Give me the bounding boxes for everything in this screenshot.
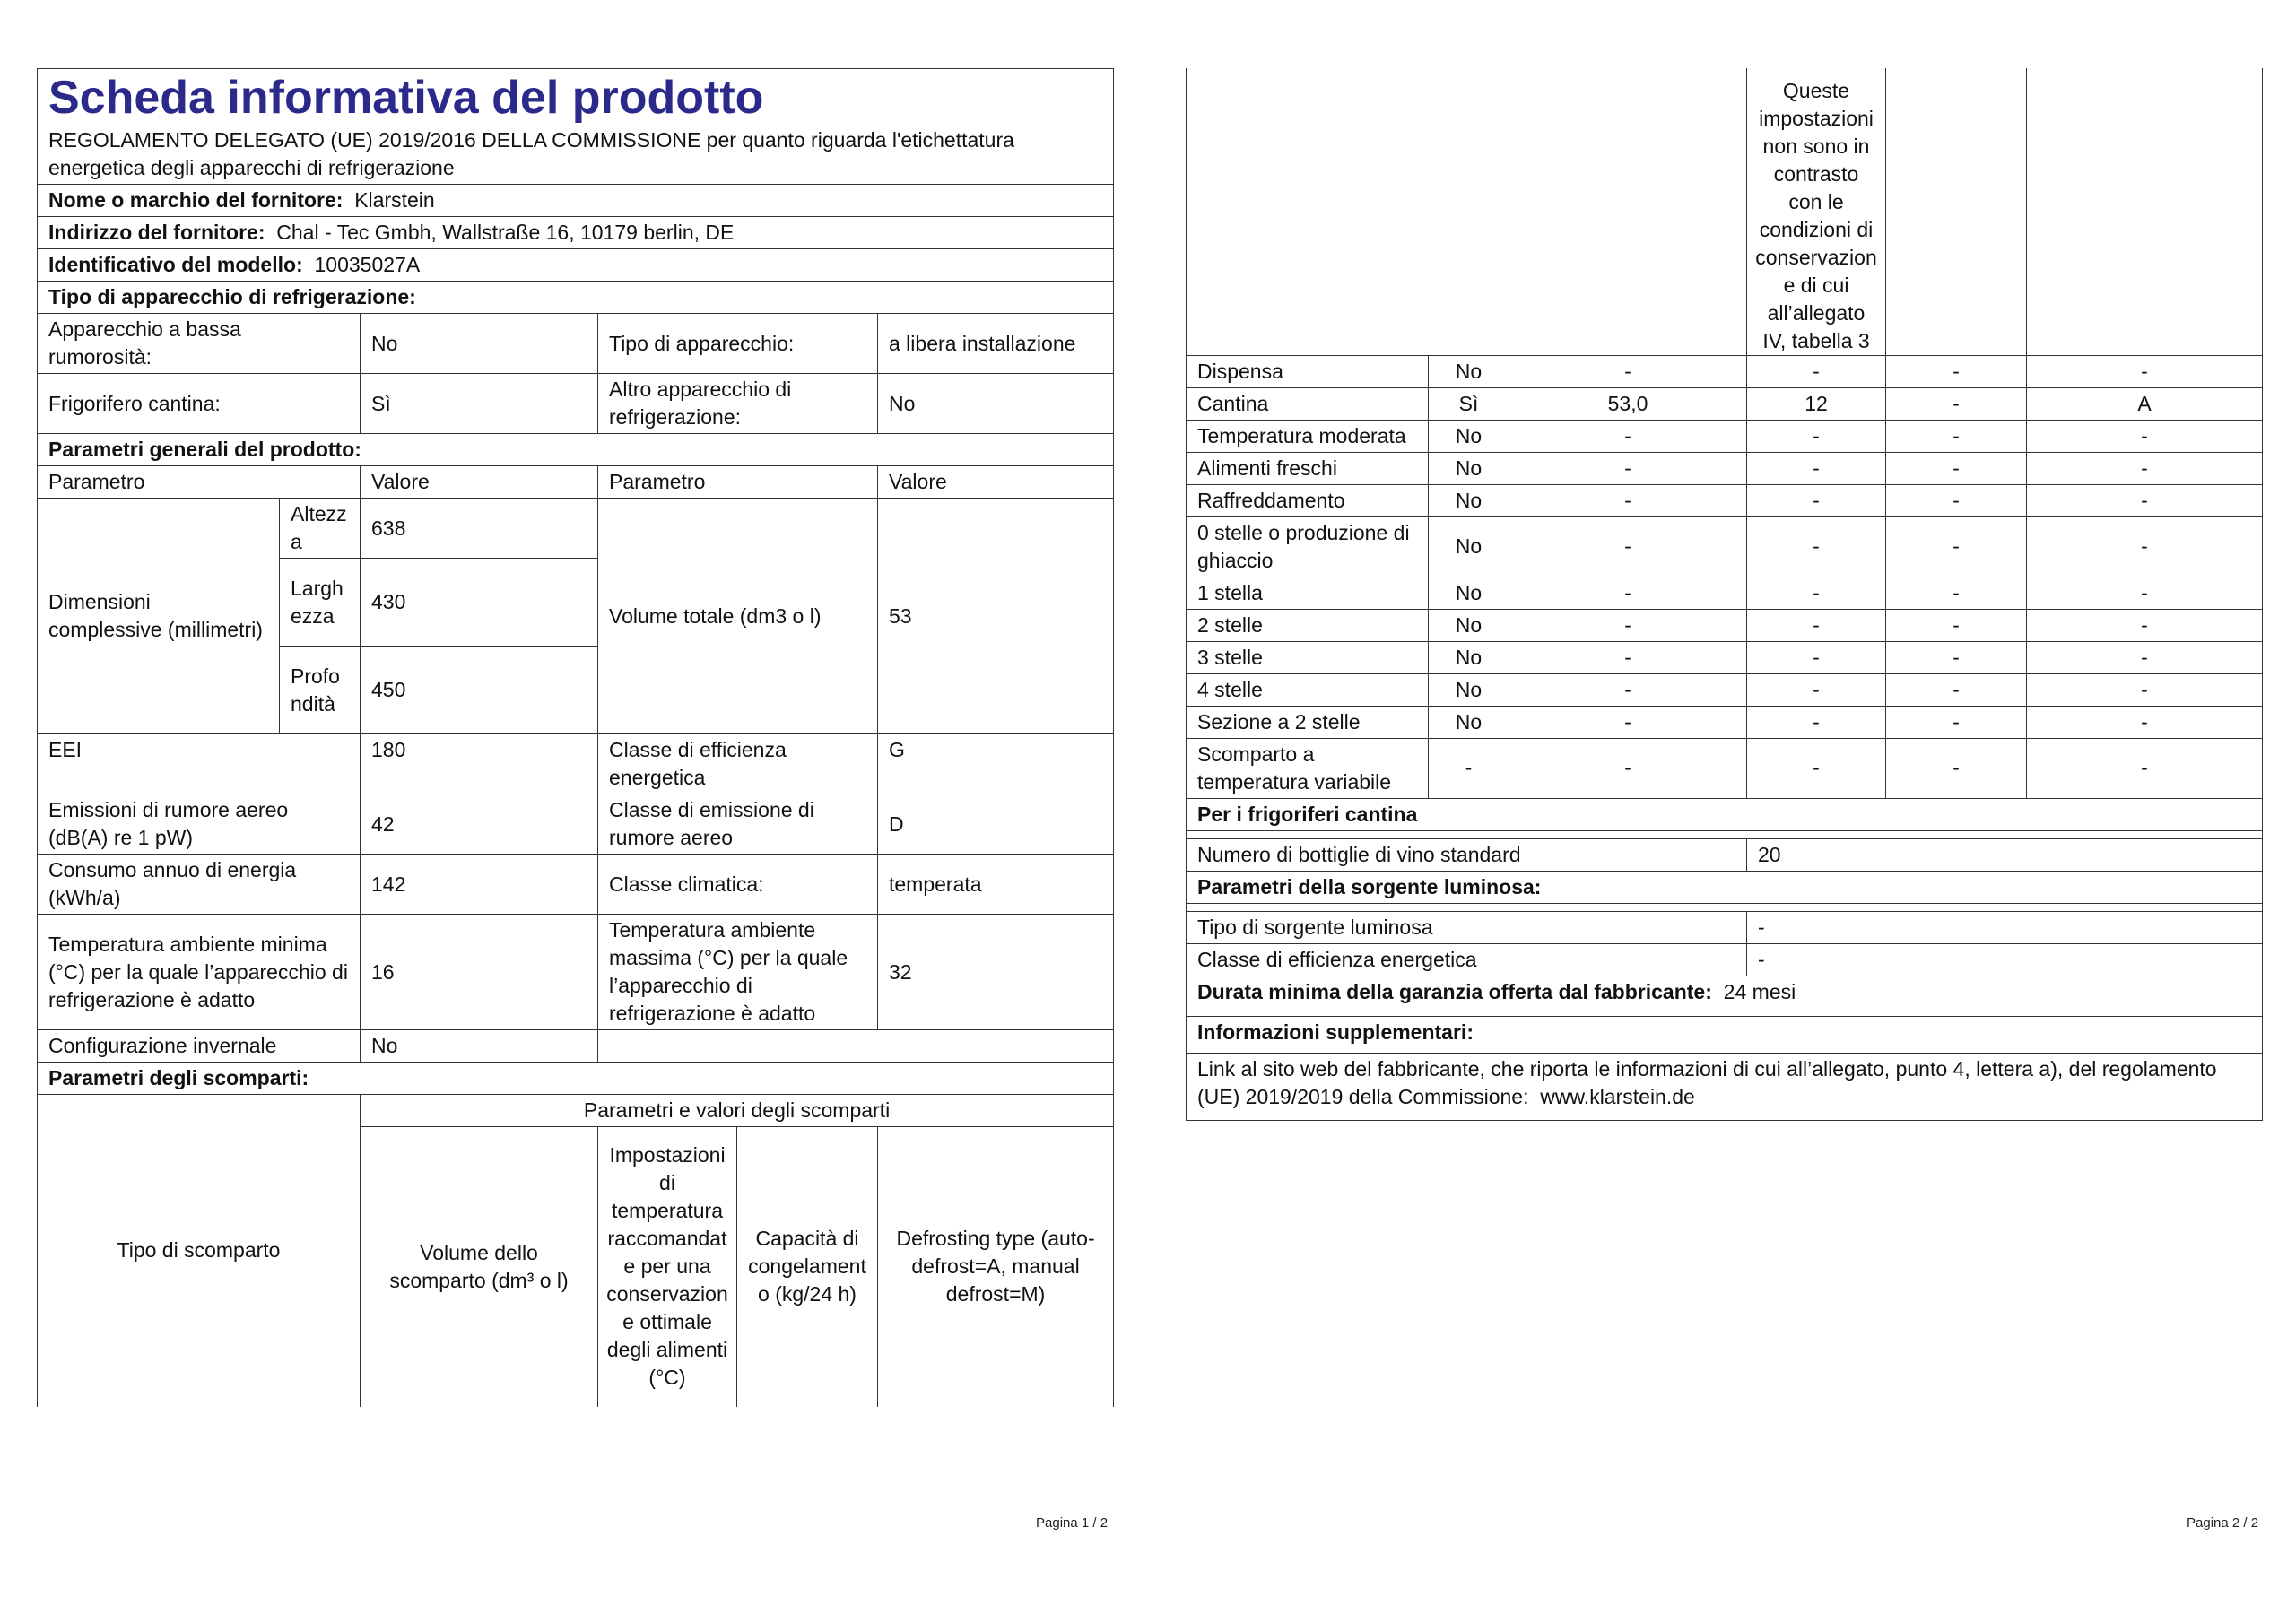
light-header: Parametri della sorgente luminosa:: [1187, 871, 2263, 903]
compartment-defrost: -: [2027, 355, 2263, 387]
settings-note: Queste impostazioni non sono in contrasto con le condizioni di conservazione di cui all’allegato IV, tabella 3: [1747, 68, 1886, 355]
compartment-temp: -: [1747, 452, 1886, 484]
annual-energy-value: 142: [361, 855, 598, 915]
noise-label: Emissioni di rumore aereo (dB(A) re 1 pW): [38, 794, 361, 855]
compartment-name: Temperatura moderata: [1187, 420, 1429, 452]
compartment-defrost: -: [2027, 641, 2263, 673]
climate-class-label: Classe climatica:: [598, 855, 878, 915]
col-value-header: Valore: [361, 466, 598, 499]
compartment-name: 1 stella: [1187, 577, 1429, 609]
compartment-name: Sezione a 2 stelle: [1187, 706, 1429, 738]
other-appliance-value: No: [878, 374, 1114, 434]
total-volume-label: Volume totale (dm3 o l): [598, 499, 878, 734]
depth-value: 450: [361, 647, 598, 734]
compartment-freezing: -: [1886, 516, 2027, 577]
col-param-header-2: Parametro: [598, 466, 878, 499]
compartment-present: No: [1429, 516, 1509, 577]
compartment-defrost: -: [2027, 452, 2263, 484]
compartment-present: No: [1429, 484, 1509, 516]
compartment-row: [1187, 452, 2263, 484]
compartment-volume: -: [1509, 609, 1747, 641]
compartment-row: [1187, 387, 2263, 420]
light-type-value: -: [1747, 911, 2263, 943]
guarantee-value: 24 mesi: [1723, 979, 1796, 1003]
compartment-defrost: -: [2027, 673, 2263, 706]
compartment-present: Sì: [1429, 387, 1509, 420]
compartment-name: 4 stelle: [1187, 673, 1429, 706]
height-label: Altezza: [280, 499, 361, 559]
compartment-defrost: -: [2027, 484, 2263, 516]
extra-header: Informazioni supplementari:: [1187, 1016, 2263, 1053]
compartment-params-header: Parametri degli scomparti:: [38, 1063, 1114, 1095]
compartment-defrost: A: [2027, 387, 2263, 420]
compartment-volume-header: Volume dello scomparto (dm³ o l): [361, 1127, 598, 1407]
compartment-row: [1187, 577, 2263, 609]
compartment-freezing: -: [1886, 706, 2027, 738]
compartment-freezing: -: [1886, 452, 2027, 484]
compartment-present: No: [1429, 420, 1509, 452]
compartment-row: [1187, 420, 2263, 452]
compartments-table: [1186, 68, 2263, 1121]
noise-class-label: Classe di emissione di rumore aereo: [598, 794, 878, 855]
compartment-present: No: [1429, 673, 1509, 706]
compartment-volume: -: [1509, 738, 1747, 798]
model-id: 10035027A: [314, 253, 421, 276]
page-2: [1186, 68, 2262, 1121]
compartment-type-header: Tipo di scomparto: [38, 1095, 361, 1407]
compartment-temp: -: [1747, 516, 1886, 577]
compartment-name: Dispensa: [1187, 355, 1429, 387]
compartment-row: [1187, 641, 2263, 673]
page-number-1: Pagina 1 / 2: [1036, 1515, 1109, 1531]
light-class-label: Classe di efficienza energetica: [1187, 943, 1747, 976]
compartment-name: Cantina: [1187, 387, 1429, 420]
compartment-temp: -: [1747, 706, 1886, 738]
manufacturer-website-link[interactable]: www.klarstein.de: [1540, 1084, 1695, 1108]
compartment-temp: -: [1747, 577, 1886, 609]
compartment-row: [1187, 673, 2263, 706]
col-value-header-2: Valore: [878, 466, 1114, 499]
compartment-values-header: Parametri e valori degli scomparti: [361, 1095, 1114, 1127]
design-type-label: Tipo di apparecchio:: [598, 314, 878, 374]
winter-config-label: Configurazione invernale: [38, 1030, 361, 1063]
compartment-freezing: -: [1886, 673, 2027, 706]
compartment-freezing: -: [1886, 738, 2027, 798]
supplier-name: Klarstein: [354, 188, 435, 212]
wine-cooler-label: Frigorifero cantina:: [38, 374, 361, 434]
height-value: 638: [361, 499, 598, 559]
noise-class-value: D: [878, 794, 1114, 855]
compartment-temp: -: [1747, 738, 1886, 798]
light-class-value: -: [1747, 943, 2263, 976]
wine-header: Per i frigoriferi cantina: [1187, 798, 2263, 830]
other-appliance-label: Altro apparecchio di refrigerazione:: [598, 374, 878, 434]
compartment-freezing: -: [1886, 484, 2027, 516]
compartment-name: 3 stelle: [1187, 641, 1429, 673]
supplier-address-row: [38, 217, 1114, 249]
total-volume-value: 53: [878, 499, 1114, 734]
compartment-volume: -: [1509, 420, 1747, 452]
compartment-freezing: -: [1886, 420, 2027, 452]
guarantee-row: [1187, 976, 2263, 1016]
compartment-name: Scomparto a temperatura variabile: [1187, 738, 1429, 798]
energy-class-value: G: [878, 734, 1114, 794]
compartment-present: No: [1429, 609, 1509, 641]
compartment-defrost: -: [2027, 609, 2263, 641]
compartment-freezing: -: [1886, 641, 2027, 673]
compartment-row: [1187, 609, 2263, 641]
recommended-temp-header: Impostazioni di temperatura raccomandate per una conservazione ottimale degli alimenti (°C): [598, 1127, 737, 1407]
winter-config-value: No: [361, 1030, 598, 1063]
col-param-header: Parametro: [38, 466, 361, 499]
model-id-label: Identificativo del modello:: [48, 253, 303, 276]
compartment-present: No: [1429, 577, 1509, 609]
compartment-row: [1187, 706, 2263, 738]
compartment-defrost: -: [2027, 706, 2263, 738]
compartment-volume: -: [1509, 577, 1747, 609]
bottles-label: Numero di bottiglie di vino standard: [1187, 838, 1747, 871]
model-id-row: [38, 249, 1114, 282]
compartment-row: [1187, 516, 2263, 577]
width-value: 430: [361, 559, 598, 647]
compartment-temp: -: [1747, 420, 1886, 452]
compartment-row: [1187, 355, 2263, 387]
compartment-defrost: -: [2027, 738, 2263, 798]
compartment-present: No: [1429, 452, 1509, 484]
compartment-row: [1187, 738, 2263, 798]
energy-class-label: Classe di efficienza energetica: [598, 734, 878, 794]
compartment-volume: -: [1509, 516, 1747, 577]
max-temp-value: 32: [878, 915, 1114, 1030]
compartment-freezing: -: [1886, 355, 2027, 387]
page-title: Scheda informativa del prodotto: [48, 72, 764, 124]
compartment-defrost: -: [2027, 420, 2263, 452]
bottles-value: 20: [1747, 838, 2263, 871]
compartment-present: No: [1429, 355, 1509, 387]
min-temp-value: 16: [361, 915, 598, 1030]
supplier-address-label: Indirizzo del fornitore:: [48, 221, 265, 244]
compartment-present: No: [1429, 706, 1509, 738]
freezing-capacity-header: Capacità di congelamento (kg/24 h): [737, 1127, 878, 1407]
compartment-defrost: -: [2027, 577, 2263, 609]
compartment-freezing: -: [1886, 387, 2027, 420]
eei-value: 180: [361, 734, 598, 794]
compartment-temp: -: [1747, 609, 1886, 641]
general-params-header: Parametri generali del prodotto:: [38, 434, 1114, 466]
compartment-present: -: [1429, 738, 1509, 798]
compartment-freezing: -: [1886, 609, 2027, 641]
compartment-volume: -: [1509, 484, 1747, 516]
noise-value: 42: [361, 794, 598, 855]
guarantee-label: Durata minima della garanzia offerta dal fabbricante:: [1197, 979, 1712, 1003]
low-noise-value: No: [361, 314, 598, 374]
compartment-name: 0 stelle o produzione di ghiaccio: [1187, 516, 1429, 577]
dimensions-label: Dimensioni complessive (millimetri): [38, 499, 280, 734]
page-1: [37, 68, 1113, 1407]
supplier-address: Chal - Tec Gmbh, Wallstraße 16, 10179 berlin, DE: [276, 221, 735, 244]
link-text: Link al sito web del fabbricante, che riporta le informazioni di cui all’allegato, punto 4, lettera a), del regolamento (UE) 2019/2019 della Commissione:: [1197, 1056, 2217, 1108]
compartment-defrost: -: [2027, 516, 2263, 577]
compartment-temp: -: [1747, 484, 1886, 516]
compartment-row: [1187, 484, 2263, 516]
low-noise-label: Apparecchio a bassa rumorosità:: [38, 314, 361, 374]
climate-class-value: temperata: [878, 855, 1114, 915]
compartment-present: No: [1429, 641, 1509, 673]
compartment-name: 2 stelle: [1187, 609, 1429, 641]
compartment-volume: -: [1509, 355, 1747, 387]
link-row: [1187, 1053, 2263, 1120]
supplier-name-label: Nome o marchio del fornitore:: [48, 188, 344, 212]
defrost-type-header: Defrosting type (auto-defrost=A, manual defrost=M): [878, 1127, 1114, 1407]
page-number-2: Pagina 2 / 2: [2187, 1515, 2259, 1531]
depth-label: Profondità: [280, 647, 361, 734]
light-type-label: Tipo di sorgente luminosa: [1187, 911, 1747, 943]
supplier-name-row: [38, 185, 1114, 217]
compartment-volume: -: [1509, 452, 1747, 484]
compartment-temp: -: [1747, 673, 1886, 706]
wine-cooler-value: Sì: [361, 374, 598, 434]
appliance-type-header: Tipo di apparecchio di refrigerazione:: [38, 282, 1114, 314]
compartment-temp: 12: [1747, 387, 1886, 420]
compartment-volume: -: [1509, 706, 1747, 738]
max-temp-label: Temperatura ambiente massima (°C) per la quale l’apparecchio di refrigerazione è adatto: [598, 915, 878, 1030]
regulation-text: REGOLAMENTO DELEGATO (UE) 2019/2016 DELLA COMMISSIONE per quanto riguarda l'etichettatura energetica degli apparecchi di refrigerazione: [48, 128, 1014, 179]
min-temp-label: Temperatura ambiente minima (°C) per la quale l’apparecchio di refrigerazione è adatto: [38, 915, 361, 1030]
design-type-value: a libera installazione: [878, 314, 1114, 374]
compartment-temp: -: [1747, 355, 1886, 387]
annual-energy-label: Consumo annuo di energia (kWh/a): [38, 855, 361, 915]
compartment-name: Raffreddamento: [1187, 484, 1429, 516]
eei-label: EEI: [38, 734, 361, 794]
compartment-freezing: -: [1886, 577, 2027, 609]
width-label: Larghezza: [280, 559, 361, 647]
compartment-rows: [1187, 355, 2263, 798]
product-sheet-table: [37, 68, 1114, 1407]
compartment-volume: 53,0: [1509, 387, 1747, 420]
compartment-volume: -: [1509, 673, 1747, 706]
compartment-temp: -: [1747, 641, 1886, 673]
compartment-volume: -: [1509, 641, 1747, 673]
compartment-name: Alimenti freschi: [1187, 452, 1429, 484]
